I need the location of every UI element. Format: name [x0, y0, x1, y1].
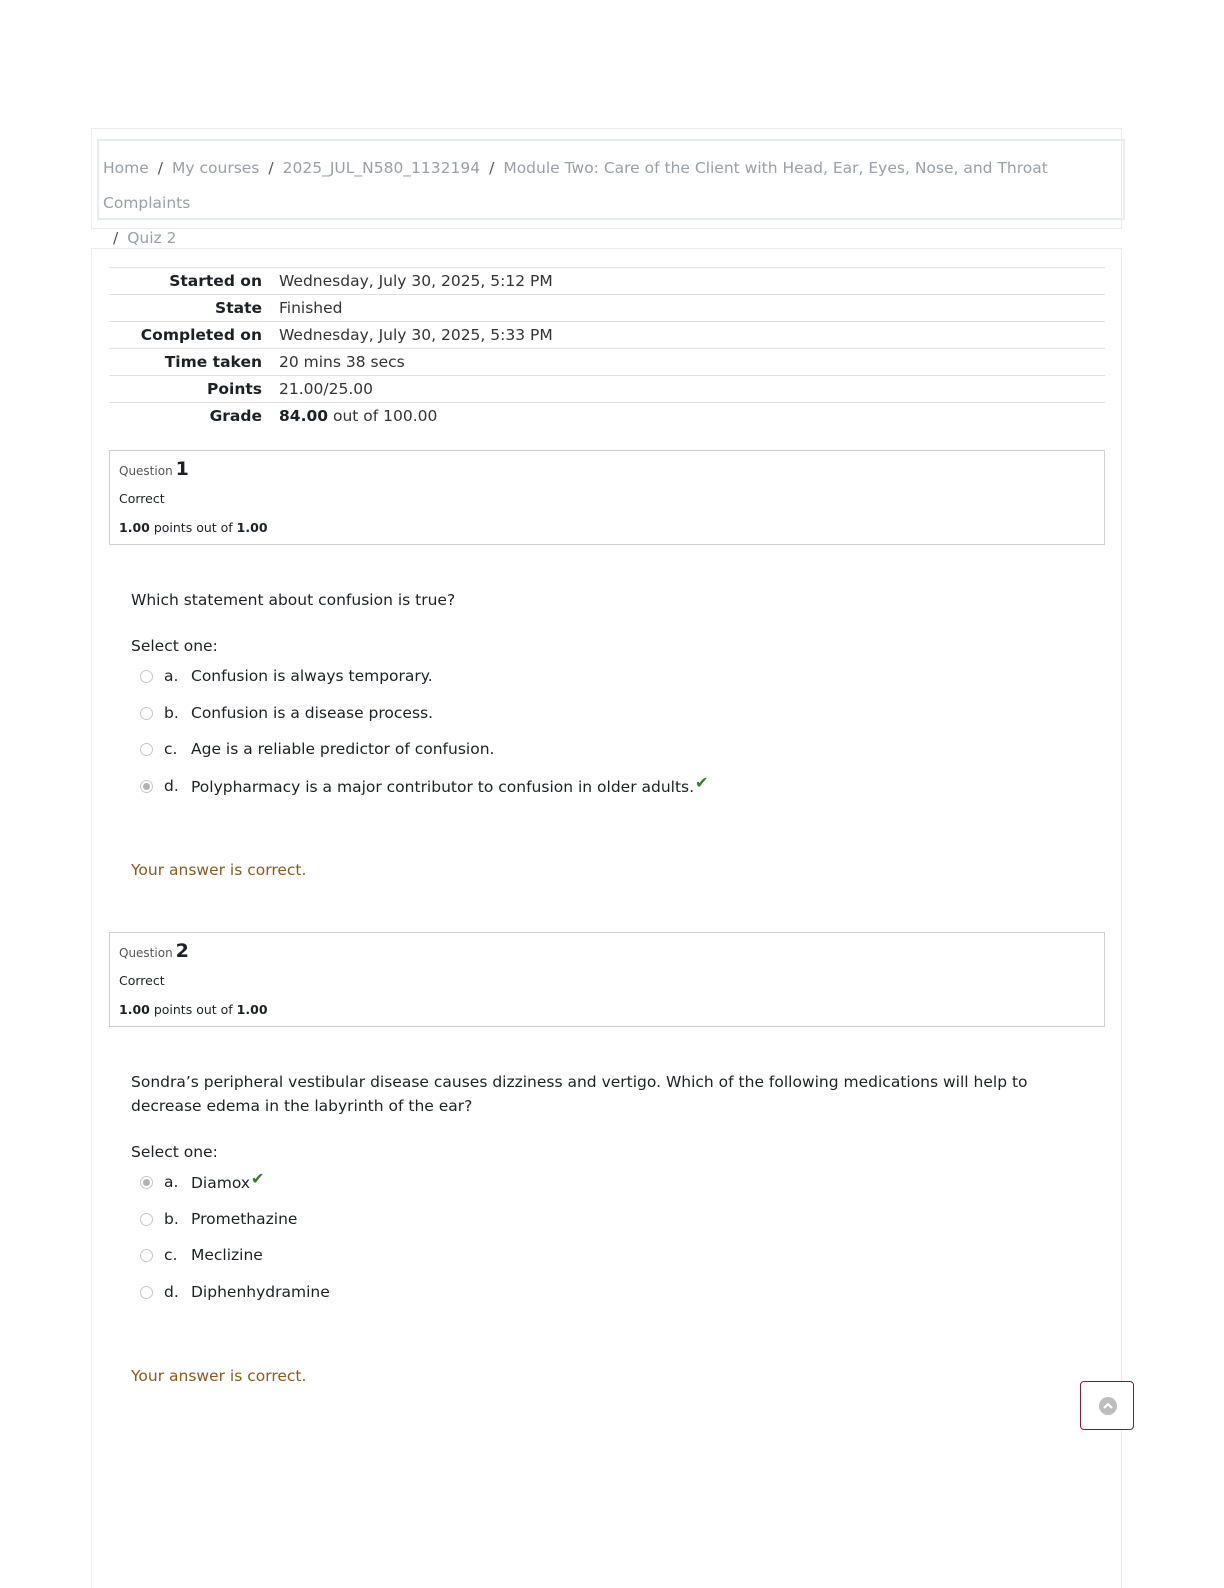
- option-letter: a.: [164, 1173, 179, 1191]
- summary-label: Time taken: [164, 353, 262, 371]
- points-text: points out of: [153, 520, 233, 535]
- summary-value: [279, 403, 1105, 430]
- grade-out-of: out of 100.00: [332, 407, 438, 426]
- breadcrumb-home[interactable]: Home: [103, 159, 149, 177]
- points-earned: 1.00: [119, 520, 150, 535]
- question-text: Sondra’s peripheral vestibular disease causes dizziness and vertigo. Which of the following medications will help to decrease edema in the labyrinth of the ear?: [131, 1073, 1028, 1115]
- question-number-value: 2: [175, 940, 189, 962]
- quiz-review: [91, 248, 1122, 1588]
- check-icon: ✔: [695, 773, 709, 792]
- summary-value: Wednesday, July 30, 2025, 5:33 PM: [279, 326, 553, 344]
- question-text: Which statement about confusion is true?: [131, 591, 456, 609]
- breadcrumb: [97, 139, 1125, 247]
- question-number: [119, 940, 189, 962]
- radio-button[interactable]: [140, 670, 153, 683]
- grade-value: 84.00: [279, 407, 329, 426]
- chevron-up-icon: [1103, 1401, 1113, 1411]
- question-state: Correct: [119, 973, 165, 988]
- feedback-text: Your answer is correct.: [131, 861, 307, 879]
- points-max: 1.00: [236, 1002, 268, 1017]
- summary-value: 20 mins 38 secs: [279, 353, 405, 371]
- option-letter: b.: [164, 1210, 179, 1228]
- question-label: Question: [119, 464, 173, 478]
- option-text-wrap: [191, 773, 709, 796]
- summary-label: Started on: [169, 272, 262, 290]
- option-text-wrap: [191, 1169, 265, 1192]
- option-letter: d.: [164, 1283, 179, 1301]
- summary-row-completed: [109, 322, 1105, 349]
- summary-value: Finished: [279, 299, 343, 317]
- summary-label: Grade: [209, 407, 262, 426]
- check-icon: ✔: [251, 1169, 265, 1188]
- question-info: [109, 450, 1105, 545]
- radio-button[interactable]: [140, 1213, 153, 1226]
- page-header: [91, 128, 1122, 247]
- summary-row-grade: [109, 403, 1105, 430]
- breadcrumb-separator: /: [113, 229, 119, 247]
- option-text: Confusion is a disease process.: [191, 704, 434, 722]
- option-letter: d.: [164, 777, 179, 795]
- option-text: Polypharmacy is a major contributor to confusion in older adults.: [191, 778, 695, 796]
- question-info: [109, 932, 1105, 1027]
- option-letter: a.: [164, 667, 179, 685]
- breadcrumb-course[interactable]: 2025_JUL_N580_1132194: [282, 159, 481, 177]
- radio-button[interactable]: [140, 1249, 153, 1262]
- radio-button[interactable]: [140, 743, 153, 756]
- points-max: 1.00: [236, 520, 268, 535]
- option-text: Meclizine: [191, 1246, 263, 1264]
- breadcrumb-module[interactable]: Module Two: Care of the Client with Head, Ear, Eyes, Nose, and Throat Complaints: [103, 159, 1048, 212]
- radio-button[interactable]: [140, 1286, 153, 1299]
- option-letter: c.: [164, 740, 178, 758]
- radio-button-checked[interactable]: [140, 780, 153, 793]
- summary-row-points: [109, 376, 1105, 403]
- option-letter: b.: [164, 704, 179, 722]
- breadcrumb-separator: /: [157, 159, 164, 177]
- chevron-up-circle-icon: [1099, 1397, 1117, 1415]
- radio-button[interactable]: [140, 707, 153, 720]
- option-text: Diamox: [191, 1174, 251, 1192]
- question-grade: [119, 1002, 268, 1017]
- breadcrumb-separator: /: [489, 159, 495, 177]
- feedback-text: Your answer is correct.: [131, 1367, 307, 1385]
- points-text: points out of: [153, 1002, 233, 1017]
- breadcrumb-quiz[interactable]: Quiz 2: [127, 229, 177, 247]
- select-one-prompt: Select one:: [131, 1143, 218, 1161]
- question-state: Correct: [119, 491, 165, 506]
- question-grade: [119, 520, 268, 535]
- option-text: Age is a reliable predictor of confusion.: [191, 740, 495, 758]
- points-earned: 1.00: [119, 1002, 150, 1017]
- summary-label: State: [215, 299, 262, 317]
- breadcrumb-my-courses[interactable]: My courses: [172, 159, 260, 177]
- option-letter: c.: [164, 1246, 178, 1264]
- summary-value: Wednesday, July 30, 2025, 5:12 PM: [279, 272, 553, 290]
- select-one-prompt: Select one:: [131, 637, 218, 655]
- back-to-top-button[interactable]: [1080, 1381, 1134, 1430]
- question-number-value: 1: [175, 458, 189, 480]
- summary-row-time-taken: [109, 349, 1105, 376]
- summary-row-state: [109, 295, 1105, 322]
- option-text: Promethazine: [191, 1210, 298, 1228]
- option-text: Confusion is always temporary.: [191, 667, 433, 685]
- radio-button-checked[interactable]: [140, 1176, 153, 1189]
- summary-value: 21.00/25.00: [279, 380, 373, 398]
- question-label: Question: [119, 946, 173, 960]
- summary-label: Points: [207, 380, 262, 398]
- summary-row-started: [109, 268, 1105, 295]
- breadcrumb-separator: /: [268, 159, 274, 177]
- option-text: Diphenhydramine: [191, 1283, 330, 1301]
- question-number: [119, 458, 189, 480]
- attempt-summary-table: [109, 267, 1105, 430]
- summary-label: Completed on: [140, 326, 262, 344]
